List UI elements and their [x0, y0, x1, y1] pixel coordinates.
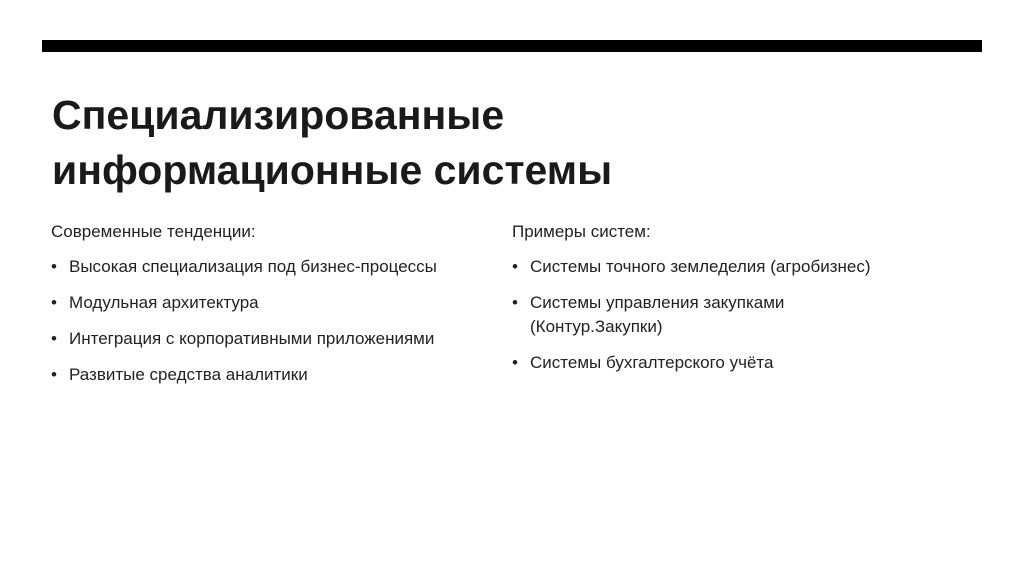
left-column — [51, 220, 491, 399]
bullet-dot-icon: • — [512, 353, 518, 372]
list-item — [512, 255, 972, 279]
list-item — [51, 363, 491, 387]
list-item — [512, 351, 972, 375]
slide-title-line-2: информационные системы — [52, 147, 613, 193]
left-bullet-list — [51, 255, 491, 387]
bullet-dot-icon: • — [512, 293, 518, 312]
list-item-text: Модульная архитектура — [69, 293, 259, 312]
top-rule-bar — [42, 40, 982, 52]
bullet-dot-icon: • — [51, 257, 57, 276]
bullet-dot-icon: • — [512, 257, 518, 276]
slide-title — [52, 88, 952, 198]
list-item-text: Системы бухгалтерского учёта — [530, 353, 774, 372]
list-item-text: Системы точного земледелия (агробизнес) — [530, 257, 871, 276]
list-item — [512, 291, 830, 339]
list-item — [51, 327, 491, 351]
list-item — [51, 291, 491, 315]
right-bullet-list — [512, 255, 972, 375]
right-column-heading: Примеры систем: — [512, 222, 651, 241]
right-column — [512, 220, 972, 387]
list-item-text: Развитые средства аналитики — [69, 365, 308, 384]
list-item-text: Системы управления закупками (Контур.Закупки) — [530, 293, 785, 336]
left-column-heading: Современные тенденции: — [51, 222, 256, 241]
list-item — [51, 255, 491, 279]
bullet-dot-icon: • — [51, 293, 57, 312]
list-item-text: Высокая специализация под бизнес-процессы — [69, 257, 437, 276]
bullet-dot-icon: • — [51, 365, 57, 384]
list-item-text: Интеграция с корпоративными приложениями — [69, 329, 435, 348]
bullet-dot-icon: • — [51, 329, 57, 348]
slide-title-line-1: Специализированные — [52, 92, 505, 138]
